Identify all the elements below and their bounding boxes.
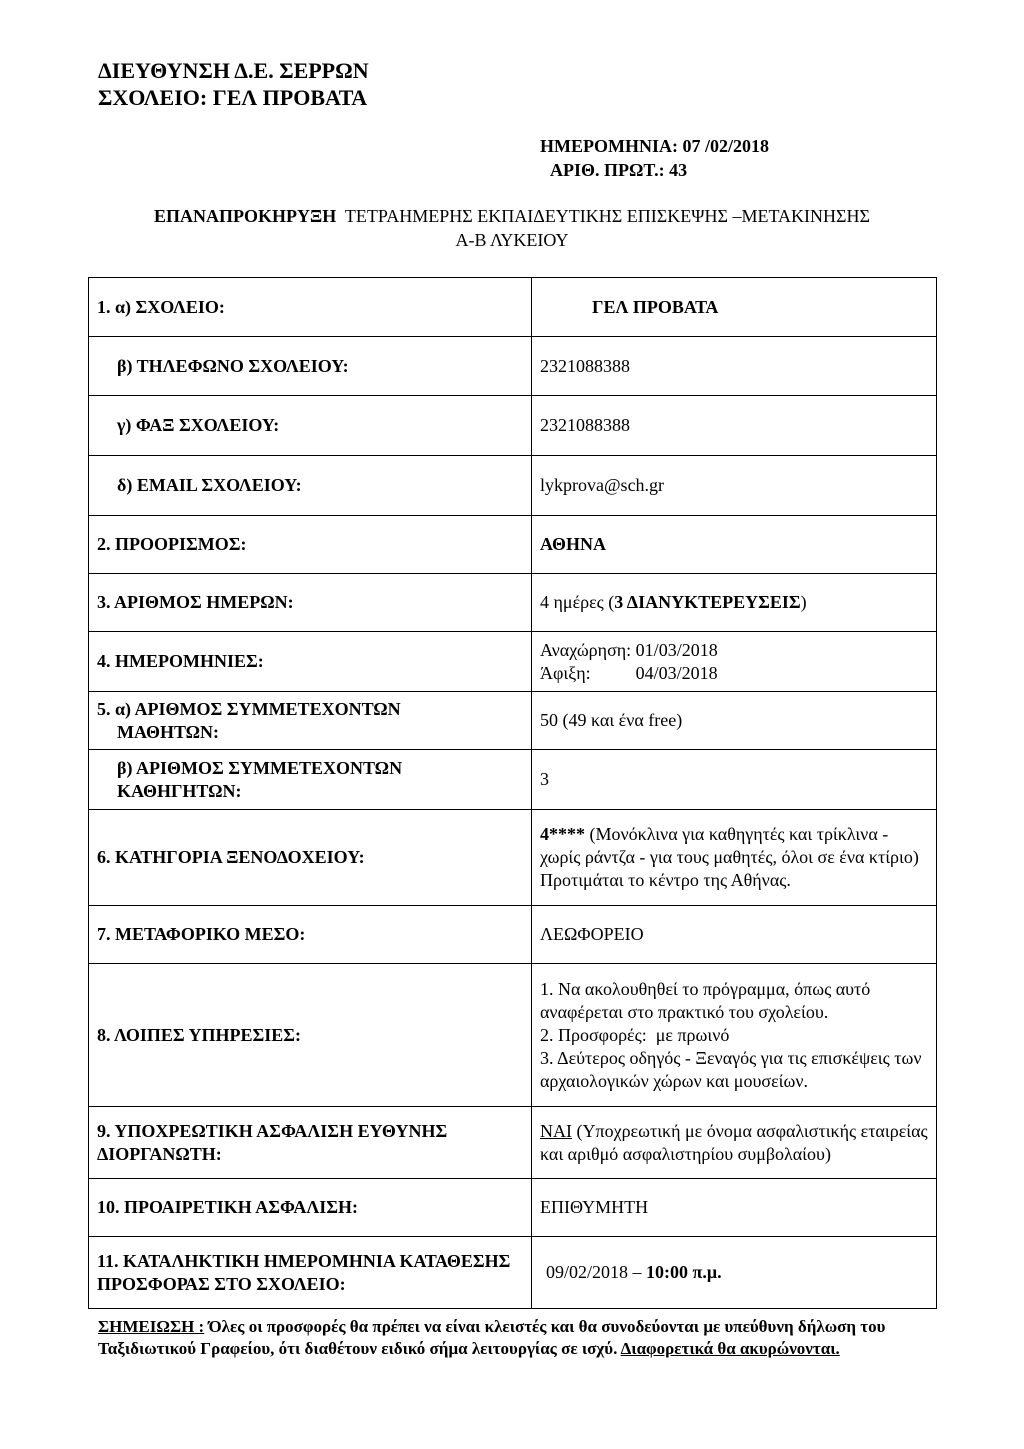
liability-label-2: ΔΙΟΡΓΑΝΩΤΗ: [97, 1143, 222, 1164]
deadline-label-cell [89, 1237, 532, 1309]
table-row [89, 1107, 937, 1179]
table-row [89, 750, 937, 810]
dates-value-cell [532, 632, 937, 692]
title-bold-part: ΕΠΑΝΑΠΡΟΚΗΡΥΞΗ [154, 206, 337, 226]
note-text: Όλες οι προσφορές θα πρέπει να είναι κλειστές και θα συνοδεύονται με υπεύθυνη δήλωση του Ταξιδιωτικού Γραφείου, ότι διαθέτουν ειδικό σήμα λειτουργίας σε ισχύ. [98, 1317, 886, 1358]
table-row [89, 1237, 937, 1309]
table-row [89, 516, 937, 574]
school-value: ΓΕΛ ΠΡΟΒΑΤΑ [592, 296, 719, 317]
deadline-label-1: 11. ΚΑΤΑΛΗΚΤΙΚΗ ΗΜΕΡΟΜΗΝΙΑ [97, 1250, 395, 1271]
hotel-details: (Μονόκλινα για καθηγητές και τρίκλινα - χωρίς ράντζα - για τους μαθητές, όλοι σε ένα κτίριο) Προτιμάται το κέντρο της Αθήνας. [540, 824, 919, 890]
teachers-label-2: ΚΑΘΗΓΗΤΩΝ: [117, 780, 242, 801]
days-value [532, 574, 937, 632]
hotel-stars: 4**** [540, 824, 585, 844]
transport-label: 7. ΜΕΤΑΦΟΡΙΚΟ ΜΕΣΟ: [89, 906, 532, 964]
directorate-heading: ΔΙΕΥΘΥΝΣΗ Δ.Ε. ΣΕΡΡΩΝ [98, 58, 369, 83]
table-row [89, 810, 937, 906]
deadline-time: 10:00 π.μ. [646, 1262, 722, 1282]
deadline-value [532, 1237, 937, 1309]
dates-label: 4. ΗΜΕΡΟΜΗΝΙΕΣ: [89, 632, 532, 692]
deadline-label-2: ΚΑΤΑΘΕΣΗΣ ΠΡΟΣΦΟΡΑΣ ΣΤΟ [97, 1250, 511, 1294]
services-label: 8. ΛΟΙΠΕΣ ΥΠΗΡΕΣΙΕΣ: [89, 964, 532, 1107]
students-label-cell [89, 692, 532, 750]
destination-value: ΑΘΗΝΑ [540, 534, 606, 554]
school-heading: ΣΧΟΛΕΙΟ: ΓΕΛ ΠΡΟΒΑΤΑ [98, 85, 368, 110]
school-label: 1. α) ΣΧΟΛΕΙΟ: [89, 278, 532, 337]
liability-value [532, 1107, 937, 1179]
email-label-cell [89, 456, 532, 516]
phone-label-cell [89, 337, 532, 396]
transport-value: ΛΕΩΦΟΡΕΙΟ [532, 906, 937, 964]
trip-details-table [88, 277, 937, 1309]
document-date: ΗΜΕΡΟΜΗΝΙΑ: 07 /02/2018 [540, 136, 769, 156]
teachers-label-1: β) ΑΡΙΘΜΟΣ ΣΥΜΜΕΤΕΧΟΝΤΩΝ [117, 757, 403, 778]
liability-label-cell [89, 1107, 532, 1179]
note-warning: Διαφορετικά θα ακυρώνονται. [620, 1339, 840, 1358]
services-item-2: 2. Προσφορές: με πρωινό [540, 1024, 730, 1045]
services-value-cell [532, 964, 937, 1107]
fax-value: 2321088388 [532, 396, 937, 456]
hotel-value [532, 810, 937, 906]
protocol-number: ΑΡΙΘ. ΠΡΩΤ.: 43 [550, 160, 688, 180]
email-label: δ) EMAIL ΣΧΟΛΕΙΟΥ: [117, 475, 302, 495]
table-row [89, 1179, 937, 1237]
note-heading: ΣΗΜΕΙΩΣΗ : [98, 1317, 205, 1336]
days-label: 3. ΑΡΙΘΜΟΣ ΗΜΕΡΩΝ: [89, 574, 532, 632]
table-row [89, 337, 937, 396]
table-row [89, 278, 937, 337]
table-row [89, 456, 937, 516]
deadline-label-3: ΣΧΟΛΕΙΟ: [256, 1273, 346, 1294]
liability-yes: ΝΑΙ [540, 1120, 572, 1141]
services-item-3: 3. Δεύτερος οδηγός - Ξεναγός για τις επισκέψεις των αρχαιολογικών χώρων και μουσείων. [540, 1047, 922, 1091]
fax-label: γ) ΦΑΞ ΣΧΟΛΕΙΟΥ: [117, 415, 280, 435]
destination-value-cell [532, 516, 937, 574]
destination-label: 2. ΠΡΟΟΡΙΣΜΟΣ: [89, 516, 532, 574]
table-row [89, 964, 937, 1107]
optional-insurance-label: 10. ΠΡΟΑΙΡΕΤΙΚΗ ΑΣΦΑΛΙΣΗ: [89, 1179, 532, 1237]
school-value-cell [532, 278, 937, 337]
phone-label: β) ΤΗΛΕΦΩΝΟ ΣΧΟΛΕΙΟΥ: [117, 355, 349, 376]
students-label-2: ΜΑΘΗΤΩΝ: [117, 721, 220, 742]
departure-date: Αναχώρηση: 01/03/2018 [540, 639, 718, 660]
optional-insurance-value: ΕΠΙΘΥΜΗΤΗ [532, 1179, 937, 1237]
teachers-value: 3 [532, 750, 937, 810]
deadline-date: 09/02/2018 – [546, 1262, 647, 1282]
title-rest: ΤΕΤΡΑΗΜΕΡΗΣ ΕΚΠΑΙΔΕΥΤΙΚΗΣ ΕΠΙΣΚΕΨΗΣ –ΜΕΤΑΚΙΝΗΣΗΣ [344, 206, 870, 226]
students-label-1: 5. α) ΑΡΙΘΜΟΣ ΣΥΜΜΕΤΕΧΟΝΤΩΝ [97, 698, 401, 719]
liability-label-1: 9. ΥΠΟΧΡΕΩΤΙΚΗ ΑΣΦΑΛΙΣΗ ΕΥΘΥΝΗΣ [97, 1120, 448, 1141]
table-row [89, 692, 937, 750]
days-value-a: 4 ημέρες ( [540, 592, 615, 612]
hotel-label: 6. ΚΑΤΗΓΟΡΙΑ ΞΕΝΟΔΟΧΕΙΟΥ: [89, 810, 532, 906]
services-item-1: 1. Να ακολουθηθεί το πρόγραμμα, όπως αυτό αναφέρεται στο πρακτικό του σχολείου. [540, 978, 871, 1022]
teachers-label-cell [89, 750, 532, 810]
table-row [89, 396, 937, 456]
table-row [89, 906, 937, 964]
arrival-date: Άφιξη: 04/03/2018 [540, 662, 718, 683]
phone-value: 2321088388 [532, 337, 937, 396]
footnote [98, 1316, 934, 1360]
students-value: 50 (49 και ένα free) [532, 692, 937, 750]
liability-details: (Υποχρεωτική με όνομα ασφαλιστικής εταιρείας και αριθμό ασφαλιστηρίου συμβολαίου) [540, 1120, 928, 1164]
fax-label-cell [89, 396, 532, 456]
days-value-c: ) [800, 592, 807, 612]
days-value-nights: 3 ΔΙΑΝΥΚΤΕΡΕΥΣΕΙΣ [614, 592, 801, 612]
document-title [60, 204, 964, 252]
email-value: lykprova@sch.gr [532, 456, 937, 516]
title-line2: Α-Β ΛΥΚΕΙΟΥ [455, 230, 569, 250]
table-row [89, 574, 937, 632]
table-row [89, 632, 937, 692]
